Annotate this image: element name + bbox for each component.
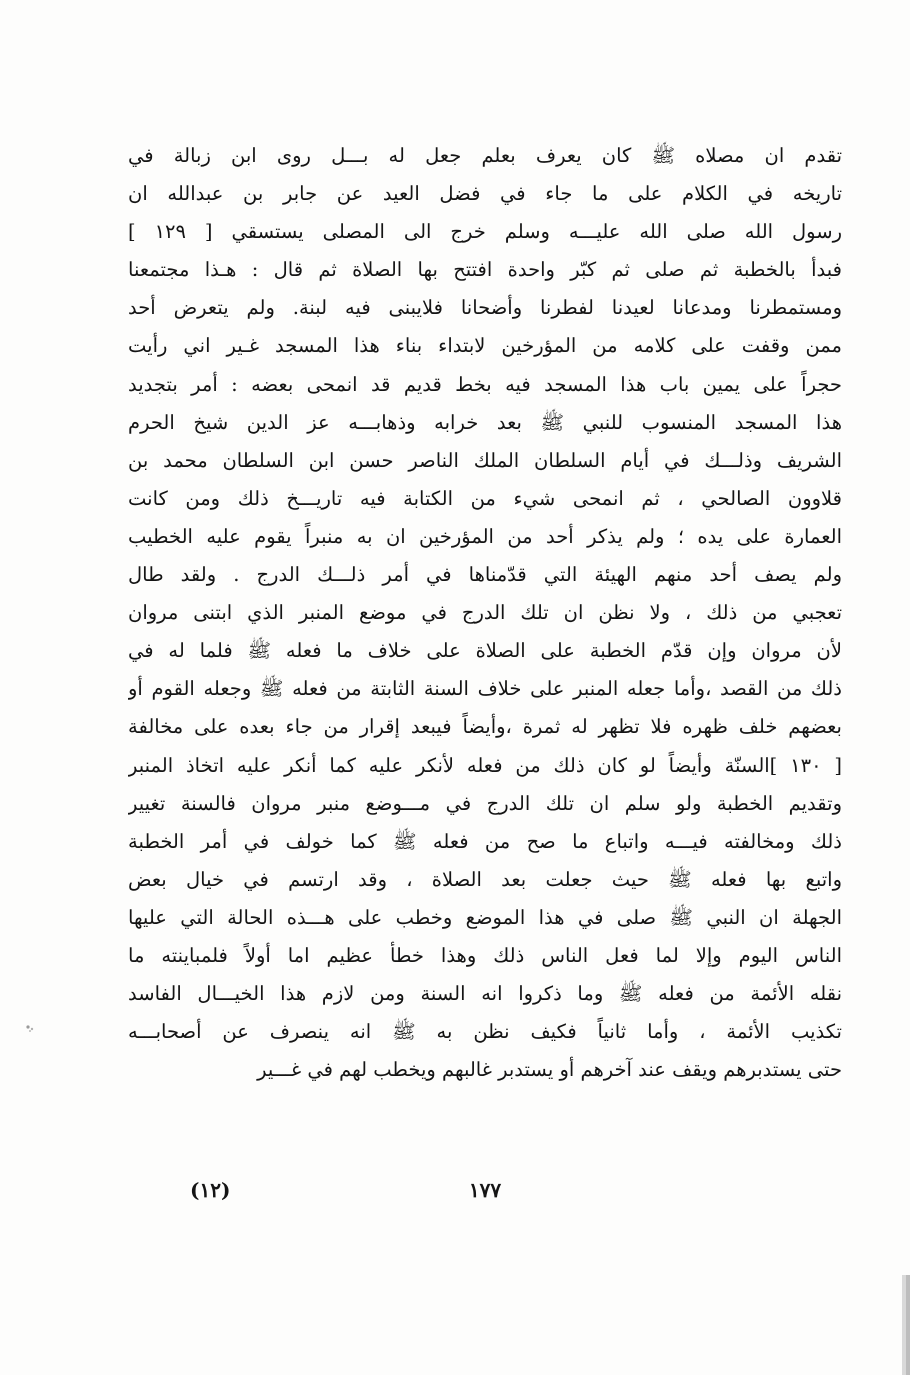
text-line: لأن مروان وإن قدّم الخطبة على الصلاة على خلاف ما فعله ﷺ فلما له في [128,639,842,663]
body-text [128,137,842,1089]
text-line: العمارة على يده ؛ ولم يذكر أحد من المؤرخين ان به منبراً يقوم عليه الخطيب [128,524,842,548]
text-line: ولم يصف أحد منهم الهيئة التي قدّمناها في أمر ذلـــك الدرج . ولقد طال [128,563,842,587]
text-line: الناس اليوم وإلا لما فعل الناس ذلك وهذا خطأ عظيم اما أولاً فلمباينته ما [128,943,842,967]
text-line: فبدأ بالخطبة ثم صلى ثم كبّر واحدة افتتح بها الصلاة ثم قال : هـذا مجتمعنا [128,258,842,282]
text-line: واتبع بها فعله ﷺ حيث جعلت بعد الصلاة ، وقد ارتسم في خيال بعض [128,867,842,891]
text-line: تكذيب الأئمة ، وأما ثانياً فكيف نظن به ﷺ انه ينصرف عن أصحابـــه [128,1020,842,1044]
text-line: قلاوون الصالحي ، ثم انمحى شيء من الكتابة فيه تاريـــخ ذلك ومن كانت [128,486,842,510]
page-footer [128,1172,842,1212]
text-line: رسول الله صلى الله عليـــه وسلم خرج الى المصلى يستسقي [ ١٢٩ ] [128,220,842,244]
text-line: [ ١٣٠ ]السنّة وأيضاً لو كان ذلك من فعله لأنكر عليه كما أنكر عليه اتخاذ المنبر [128,753,842,777]
text-line: ذلك ومخالفته فيـــه واتباع ما صح من فعله ﷺ كما خولف في أمر الخطبة [128,829,842,853]
text-line: تقدم ان مصلاه ﷺ كان يعرف بعلم جعل له بـــل روى ابن زبالة في [128,144,842,167]
text-line: وتقديم الخطبة ولو سلم ان تلك الدرج في مـــوضع منبر مروان فالسنة تغيير [128,791,842,815]
text-line: تاريخه في الكلام على ما جاء في فضل العيد عن جابر بن عبدالله ان [128,182,842,206]
section-number: (١٢) [190,1178,231,1202]
text-line: هذا المسجد المنسوب للنبي ﷺ بعد خرابه وذهابـــه عز الدين شيخ الحرم [128,410,842,434]
text-line: حتى يستدبرهم ويقف عند آخرهم أو يستدبر غالبهم ويخطب لهم في غـــير [257,1058,842,1082]
text-line: ذلك من القصد ،وأما جعله المنبر على خلاف السنة الثابتة من فعله ﷺ وجعله القوم أو [128,677,842,701]
text-line: ومستمطرنا ومدعانا لعيدنا لفطرنا وأضحانا فلايبنى فيه لبنة. ولم يتعرض أحد [128,296,842,320]
text-line: الشريف وذلـــك في أيام السلطان الملك الناصر حسن ابن السلطان محمد بن [128,448,842,472]
text-line: تعجبي من ذلك ، ولا نظن ان تلك الدرج في موضع المنبر الذي ابتنى مروان [128,601,842,625]
text-line: بعضهم خلف ظهره فلا تظهر له ثمرة ،وأيضاً فيبعد إقرار من جاء بعده على مخالفة [128,715,842,739]
scan-edge-shadow [888,1275,910,1375]
text-line: حجراً على يمين باب هذا المسجد فيه بخط قديم قد انمحى بعضه : أمر بتجديد [128,372,842,396]
text-line: ممن وقفت على كلامه من المؤرخين لابتداء بناء هذا المسجد غـير اني رأيت [128,334,842,358]
scan-speck [22,1020,38,1036]
text-line: الجهلة ان النبي ﷺ صلى في هذا الموضع وخطب على هـــذه الحالة التي عليها [128,905,842,929]
page-number: ١٧٧ [468,1178,502,1202]
text-line: نقله الأئمة من فعله ﷺ وما ذكروا انه السنة ومن لازم هذا الخيـــال الفاسد [128,982,842,1006]
